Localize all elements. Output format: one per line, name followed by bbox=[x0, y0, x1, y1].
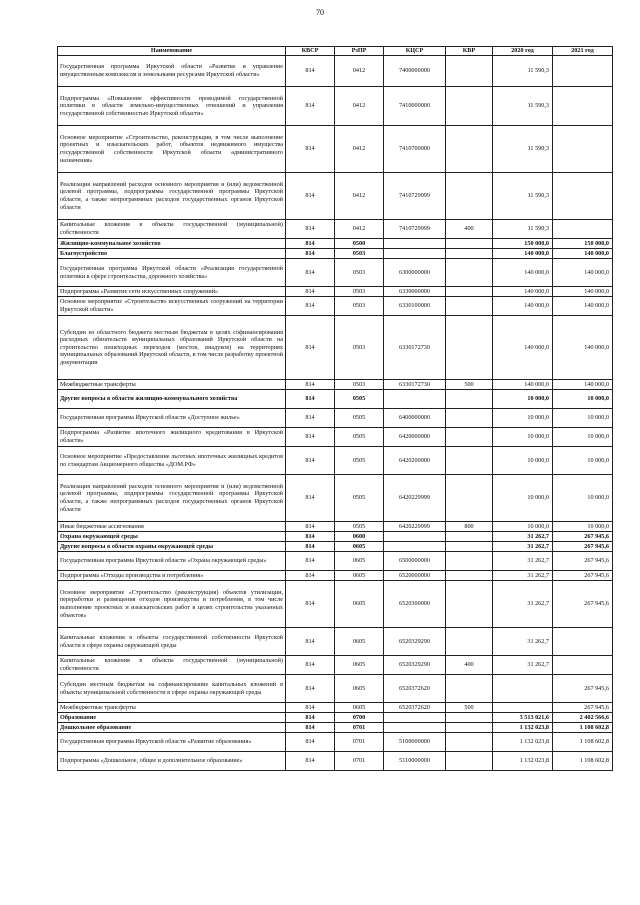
cell-name: Межбюджетные трансферты bbox=[58, 380, 286, 390]
cell-2020: 1 132 023,8 bbox=[493, 752, 553, 771]
table-row bbox=[58, 316, 613, 380]
cell-kvsr: 814 bbox=[286, 628, 335, 656]
table-row bbox=[58, 287, 613, 297]
table-row bbox=[58, 297, 613, 316]
header-2020: 2020 год bbox=[493, 47, 553, 56]
cell-kcsr bbox=[384, 542, 446, 552]
cell-name: Капитальные вложения в объекты государственной (муниципальной) собственности bbox=[58, 656, 286, 675]
cell-kvr: 400 bbox=[446, 656, 493, 675]
cell-2020: 140 000,0 bbox=[493, 316, 553, 380]
cell-name: Субсидии из областного бюджета местным бюджетам в целях софинансирования расходных обязательств муниципальных образований Иркутской области на строительство пешеходных переходов (мостов, виадуков) на территориях муниципальных образований Иркутской области, в том числе разработку проектной документации bbox=[58, 316, 286, 380]
cell-2021: 10 000,0 bbox=[553, 390, 613, 409]
cell-rzpr: 0505 bbox=[335, 409, 384, 428]
cell-kcsr bbox=[384, 249, 446, 259]
cell-kcsr bbox=[384, 239, 446, 249]
cell-kvr bbox=[446, 581, 493, 628]
cell-name: Основное мероприятие «Строительство искусственных сооружений на территории Иркутской области» bbox=[58, 297, 286, 316]
table-row bbox=[58, 703, 613, 713]
cell-name: Образование bbox=[58, 713, 286, 723]
cell-kvsr: 814 bbox=[286, 552, 335, 571]
cell-2021: 150 000,0 bbox=[553, 239, 613, 249]
cell-kvsr: 814 bbox=[286, 522, 335, 532]
cell-kvr bbox=[446, 752, 493, 771]
cell-name: Межбюджетные трансферты bbox=[58, 703, 286, 713]
header-2021: 2021 год bbox=[553, 47, 613, 56]
cell-2020: 140 000,0 bbox=[493, 297, 553, 316]
cell-kvsr: 814 bbox=[286, 409, 335, 428]
cell-2021 bbox=[553, 56, 613, 87]
cell-rzpr: 0605 bbox=[335, 675, 384, 703]
cell-kcsr: 6420229999 bbox=[384, 522, 446, 532]
table-row bbox=[58, 752, 613, 771]
cell-rzpr: 0605 bbox=[335, 656, 384, 675]
cell-2020: 10 000,0 bbox=[493, 522, 553, 532]
cell-2021: 1 108 602,8 bbox=[553, 733, 613, 752]
table-row bbox=[58, 409, 613, 428]
header-name: Наименование bbox=[58, 47, 286, 56]
cell-rzpr: 0412 bbox=[335, 87, 384, 126]
cell-name: Государственная программа Иркутской области «Развитие и управление имущественным комплексом и земельными ресурсами Иркутской области» bbox=[58, 56, 286, 87]
table-header-row bbox=[58, 47, 613, 56]
cell-2021: 10 000,0 bbox=[553, 522, 613, 532]
cell-kvr: 500 bbox=[446, 703, 493, 713]
table-row bbox=[58, 259, 613, 287]
cell-rzpr: 0600 bbox=[335, 532, 384, 542]
cell-kcsr bbox=[384, 532, 446, 542]
table-row bbox=[58, 249, 613, 259]
cell-kcsr: 7400000000 bbox=[384, 56, 446, 87]
cell-2020: 3 513 021,6 bbox=[493, 713, 553, 723]
table-row bbox=[58, 628, 613, 656]
cell-kcsr: 7410729999 bbox=[384, 220, 446, 239]
header-rzpr: РзПР bbox=[335, 47, 384, 56]
table-row bbox=[58, 475, 613, 522]
cell-kcsr: 7410000000 bbox=[384, 87, 446, 126]
cell-kvr bbox=[446, 287, 493, 297]
cell-kvr bbox=[446, 532, 493, 542]
cell-2021: 10 000,0 bbox=[553, 447, 613, 475]
cell-2020: 1 132 023,8 bbox=[493, 723, 553, 733]
cell-kvr bbox=[446, 249, 493, 259]
cell-2020: 11 590,3 bbox=[493, 173, 553, 220]
cell-2021: 267 945,6 bbox=[553, 571, 613, 581]
cell-2020: 31 262,7 bbox=[493, 581, 553, 628]
cell-name: Охрана окружающей среды bbox=[58, 532, 286, 542]
cell-kcsr: 6330172730 bbox=[384, 316, 446, 380]
cell-2020: 11 590,3 bbox=[493, 126, 553, 173]
cell-kvr bbox=[446, 428, 493, 447]
cell-kcsr: 6420200000 bbox=[384, 447, 446, 475]
cell-2021 bbox=[553, 628, 613, 656]
cell-2020: 11 590,3 bbox=[493, 87, 553, 126]
cell-name: Реализация направлений расходов основного мероприятия и (или) ведомственной целевой программы, подпрограммы государственной программы Иркутской области, а также непрограммных расходов государственных органов Иркутской области bbox=[58, 475, 286, 522]
cell-2020: 31 262,7 bbox=[493, 542, 553, 552]
cell-kvr: 500 bbox=[446, 380, 493, 390]
cell-kvr: 400 bbox=[446, 220, 493, 239]
cell-rzpr: 0700 bbox=[335, 713, 384, 723]
cell-kcsr: 7410729999 bbox=[384, 173, 446, 220]
cell-rzpr: 0701 bbox=[335, 752, 384, 771]
cell-kcsr: 6300000000 bbox=[384, 259, 446, 287]
cell-2020: 31 262,7 bbox=[493, 656, 553, 675]
cell-rzpr: 0605 bbox=[335, 581, 384, 628]
cell-rzpr: 0605 bbox=[335, 542, 384, 552]
cell-name: Субсидии местным бюджетам на софинансирование капитальных вложений в объекты муниципальной собственности в сфере охраны окружающей среды bbox=[58, 675, 286, 703]
cell-kcsr: 6420229999 bbox=[384, 475, 446, 522]
cell-2020: 31 262,7 bbox=[493, 552, 553, 571]
cell-kvsr: 814 bbox=[286, 239, 335, 249]
cell-2021 bbox=[553, 126, 613, 173]
cell-rzpr: 0503 bbox=[335, 259, 384, 287]
table-body bbox=[58, 56, 613, 771]
cell-name: Подпрограмма «Развитие ипотечного жилищного кредитования в Иркутской области» bbox=[58, 428, 286, 447]
cell-kvsr: 814 bbox=[286, 428, 335, 447]
cell-2020: 10 000,0 bbox=[493, 475, 553, 522]
cell-kvsr: 814 bbox=[286, 259, 335, 287]
table-row bbox=[58, 552, 613, 571]
table-row bbox=[58, 390, 613, 409]
cell-kvsr: 814 bbox=[286, 297, 335, 316]
cell-kvr bbox=[446, 56, 493, 87]
cell-2021: 140 000,0 bbox=[553, 297, 613, 316]
cell-kvsr: 814 bbox=[286, 656, 335, 675]
cell-name: Основное мероприятие «Строительство, реконструкция, в том числе выполнение проектных и изыскательских работ, объектов недвижимого имущества государственной собственности Иркутской области административного назначения» bbox=[58, 126, 286, 173]
cell-2021: 1 108 602,8 bbox=[553, 752, 613, 771]
cell-2021: 267 945,6 bbox=[553, 703, 613, 713]
table-row bbox=[58, 723, 613, 733]
cell-name: Государственная программа Иркутской области «Доступное жилье» bbox=[58, 409, 286, 428]
cell-kcsr: 5100000000 bbox=[384, 733, 446, 752]
table-row bbox=[58, 87, 613, 126]
cell-rzpr: 0505 bbox=[335, 447, 384, 475]
cell-kvsr: 814 bbox=[286, 173, 335, 220]
page-number: 70 bbox=[316, 8, 324, 17]
cell-2021: 267 945,6 bbox=[553, 542, 613, 552]
cell-2020: 140 000,0 bbox=[493, 249, 553, 259]
cell-2020: 10 000,0 bbox=[493, 428, 553, 447]
cell-kvsr: 814 bbox=[286, 87, 335, 126]
table-row bbox=[58, 656, 613, 675]
cell-kvr bbox=[446, 126, 493, 173]
cell-2021: 140 000,0 bbox=[553, 316, 613, 380]
cell-2021: 267 945,6 bbox=[553, 552, 613, 571]
cell-kvr bbox=[446, 390, 493, 409]
cell-2021 bbox=[553, 87, 613, 126]
cell-rzpr: 0605 bbox=[335, 571, 384, 581]
cell-name: Капитальные вложения в объекты государственной (муниципальной) собственности bbox=[58, 220, 286, 239]
cell-2020: 140 000,0 bbox=[493, 380, 553, 390]
cell-kvr bbox=[446, 87, 493, 126]
cell-2021: 1 108 602,8 bbox=[553, 723, 613, 733]
cell-kcsr: 6520329290 bbox=[384, 656, 446, 675]
cell-kvsr: 814 bbox=[286, 390, 335, 409]
cell-kcsr: 7410700000 bbox=[384, 126, 446, 173]
cell-rzpr: 0505 bbox=[335, 475, 384, 522]
cell-kvr bbox=[446, 628, 493, 656]
cell-rzpr: 0503 bbox=[335, 316, 384, 380]
cell-rzpr: 0505 bbox=[335, 428, 384, 447]
cell-kvsr: 814 bbox=[286, 571, 335, 581]
cell-2021: 267 945,6 bbox=[553, 675, 613, 703]
cell-2020: 10 000,0 bbox=[493, 390, 553, 409]
table-row bbox=[58, 571, 613, 581]
cell-kvsr: 814 bbox=[286, 723, 335, 733]
cell-2020: 10 000,0 bbox=[493, 409, 553, 428]
cell-kcsr: 6520329290 bbox=[384, 628, 446, 656]
cell-kcsr: 6330000000 bbox=[384, 287, 446, 297]
table-row bbox=[58, 56, 613, 87]
cell-2020: 140 000,0 bbox=[493, 259, 553, 287]
cell-kcsr bbox=[384, 390, 446, 409]
table-row bbox=[58, 581, 613, 628]
cell-kvsr: 814 bbox=[286, 581, 335, 628]
cell-2021: 140 000,0 bbox=[553, 380, 613, 390]
cell-name: Основное мероприятие «Предоставление льготных ипотечных жилищных кредитов по стандартам Акционерного общества «ДОМ.РФ» bbox=[58, 447, 286, 475]
cell-kvsr: 814 bbox=[286, 713, 335, 723]
cell-2021: 2 402 566,6 bbox=[553, 713, 613, 723]
cell-2020: 31 262,7 bbox=[493, 571, 553, 581]
cell-kvsr: 814 bbox=[286, 532, 335, 542]
cell-kvr bbox=[446, 733, 493, 752]
cell-2021: 140 000,0 bbox=[553, 287, 613, 297]
table-row bbox=[58, 380, 613, 390]
cell-kvr: 800 bbox=[446, 522, 493, 532]
cell-2020: 11 590,3 bbox=[493, 220, 553, 239]
cell-name: Подпрограмма «Развитие сети искусственных сооружений» bbox=[58, 287, 286, 297]
cell-kvr bbox=[446, 239, 493, 249]
cell-kcsr: 6520372620 bbox=[384, 703, 446, 713]
cell-name: Основное мероприятие «Строительство (реконструкция) объектов утилизации, переработки и размещения отходов производства и потребления, в том числе выполнение проектных и изыскательских работ в целях строительства указанных объектов» bbox=[58, 581, 286, 628]
cell-2020: 1 132 023,8 bbox=[493, 733, 553, 752]
cell-kvsr: 814 bbox=[286, 733, 335, 752]
cell-kvsr: 814 bbox=[286, 249, 335, 259]
cell-kvr bbox=[446, 542, 493, 552]
cell-kvr bbox=[446, 447, 493, 475]
table-row bbox=[58, 173, 613, 220]
cell-rzpr: 0412 bbox=[335, 173, 384, 220]
cell-kvsr: 814 bbox=[286, 56, 335, 87]
cell-name: Благоустройство bbox=[58, 249, 286, 259]
table-row bbox=[58, 126, 613, 173]
cell-kvr bbox=[446, 675, 493, 703]
cell-2020: 11 590,3 bbox=[493, 56, 553, 87]
header-kvsr: КВСР bbox=[286, 47, 335, 56]
cell-kcsr: 6500000000 bbox=[384, 552, 446, 571]
table-row bbox=[58, 220, 613, 239]
cell-kvsr: 814 bbox=[286, 380, 335, 390]
cell-2021: 267 945,6 bbox=[553, 581, 613, 628]
table-row bbox=[58, 713, 613, 723]
cell-name: Подпрограмма «Повышение эффективности проводимой государственной политики в области земельно-имущественных отношений и управления государственной собственностью Иркутской области» bbox=[58, 87, 286, 126]
table-row bbox=[58, 447, 613, 475]
cell-name: Капитальные вложения в объекты государственной собственности Иркутской области в сфере охраны окружающей среды bbox=[58, 628, 286, 656]
cell-kvr bbox=[446, 475, 493, 522]
cell-2020 bbox=[493, 703, 553, 713]
cell-kcsr: 6400000000 bbox=[384, 409, 446, 428]
cell-kcsr: 6520372620 bbox=[384, 675, 446, 703]
cell-rzpr: 0505 bbox=[335, 522, 384, 532]
cell-kvsr: 814 bbox=[286, 220, 335, 239]
cell-rzpr: 0605 bbox=[335, 552, 384, 571]
cell-2020: 150 000,0 bbox=[493, 239, 553, 249]
header-kvr: КВР bbox=[446, 47, 493, 56]
cell-kvsr: 814 bbox=[286, 447, 335, 475]
cell-rzpr: 0500 bbox=[335, 239, 384, 249]
cell-rzpr: 0505 bbox=[335, 390, 384, 409]
table-row bbox=[58, 532, 613, 542]
cell-2021: 10 000,0 bbox=[553, 428, 613, 447]
cell-kvr bbox=[446, 723, 493, 733]
cell-2021 bbox=[553, 220, 613, 239]
cell-rzpr: 0503 bbox=[335, 380, 384, 390]
cell-name: Иные бюджетные ассигнования bbox=[58, 522, 286, 532]
cell-2020 bbox=[493, 675, 553, 703]
cell-rzpr: 0412 bbox=[335, 56, 384, 87]
cell-name: Государственная программа Иркутской области «Реализация государственной политики в сфере строительства, дорожного хозяйства» bbox=[58, 259, 286, 287]
cell-kvsr: 814 bbox=[286, 316, 335, 380]
table-row bbox=[58, 675, 613, 703]
cell-kvr bbox=[446, 173, 493, 220]
cell-kcsr bbox=[384, 723, 446, 733]
cell-kvr bbox=[446, 316, 493, 380]
cell-kcsr: 6420000000 bbox=[384, 428, 446, 447]
cell-kvsr: 814 bbox=[286, 126, 335, 173]
cell-kvr bbox=[446, 552, 493, 571]
cell-kcsr: 6330100000 bbox=[384, 297, 446, 316]
table-row bbox=[58, 428, 613, 447]
cell-rzpr: 0605 bbox=[335, 628, 384, 656]
cell-name: Реализация направлений расходов основного мероприятия и (или) ведомственной целевой программы, подпрограммы государственной программы Иркутской области, а также непрограммных расходов государственных органов Иркутской области bbox=[58, 173, 286, 220]
budget-table-wrapper bbox=[57, 46, 612, 771]
cell-rzpr: 0503 bbox=[335, 297, 384, 316]
table-row bbox=[58, 542, 613, 552]
cell-name: Подпрограмма «Дошкольное, общее и дополнительное образование» bbox=[58, 752, 286, 771]
cell-kvsr: 814 bbox=[286, 675, 335, 703]
cell-kvsr: 814 bbox=[286, 475, 335, 522]
cell-2021: 267 945,6 bbox=[553, 532, 613, 542]
cell-kvsr: 814 bbox=[286, 703, 335, 713]
cell-kvr bbox=[446, 259, 493, 287]
cell-kvsr: 814 bbox=[286, 752, 335, 771]
cell-2021: 140 000,0 bbox=[553, 259, 613, 287]
cell-name: Подпрограмма «Отходы производства и потребления» bbox=[58, 571, 286, 581]
cell-kvr bbox=[446, 571, 493, 581]
cell-rzpr: 0701 bbox=[335, 733, 384, 752]
table-row bbox=[58, 733, 613, 752]
cell-rzpr: 0412 bbox=[335, 126, 384, 173]
cell-kvsr: 814 bbox=[286, 542, 335, 552]
cell-kvr bbox=[446, 713, 493, 723]
cell-rzpr: 0503 bbox=[335, 287, 384, 297]
cell-name: Другие вопросы в области жилищно-коммунального хозяйства bbox=[58, 390, 286, 409]
cell-kcsr: 6520300000 bbox=[384, 581, 446, 628]
cell-name: Дошкольное образование bbox=[58, 723, 286, 733]
cell-2020: 31 262,7 bbox=[493, 532, 553, 542]
table-row bbox=[58, 522, 613, 532]
cell-2021 bbox=[553, 173, 613, 220]
cell-kcsr: 6330172730 bbox=[384, 380, 446, 390]
cell-2020: 10 000,0 bbox=[493, 447, 553, 475]
cell-kcsr: 6520000000 bbox=[384, 571, 446, 581]
budget-table bbox=[57, 46, 613, 771]
cell-rzpr: 0503 bbox=[335, 249, 384, 259]
cell-name: Жилищно-коммунальное хозяйство bbox=[58, 239, 286, 249]
cell-2021 bbox=[553, 656, 613, 675]
cell-2021: 10 000,0 bbox=[553, 475, 613, 522]
table-row bbox=[58, 239, 613, 249]
cell-2020: 31 262,7 bbox=[493, 628, 553, 656]
cell-kcsr bbox=[384, 713, 446, 723]
header-kcsr: КЦСР bbox=[384, 47, 446, 56]
cell-kvr bbox=[446, 409, 493, 428]
cell-2020: 140 000,0 bbox=[493, 287, 553, 297]
cell-rzpr: 0412 bbox=[335, 220, 384, 239]
cell-name: Государственная программа Иркутской области «Охрана окружающей среды» bbox=[58, 552, 286, 571]
cell-name: Государственная программа Иркутской области «Развитие образования» bbox=[58, 733, 286, 752]
cell-2021: 140 000,0 bbox=[553, 249, 613, 259]
cell-kvr bbox=[446, 297, 493, 316]
cell-rzpr: 0605 bbox=[335, 703, 384, 713]
cell-kvsr: 814 bbox=[286, 287, 335, 297]
cell-rzpr: 0701 bbox=[335, 723, 384, 733]
cell-kcsr: 5110000000 bbox=[384, 752, 446, 771]
cell-2021: 10 000,0 bbox=[553, 409, 613, 428]
cell-name: Другие вопросы в области охраны окружающей среды bbox=[58, 542, 286, 552]
